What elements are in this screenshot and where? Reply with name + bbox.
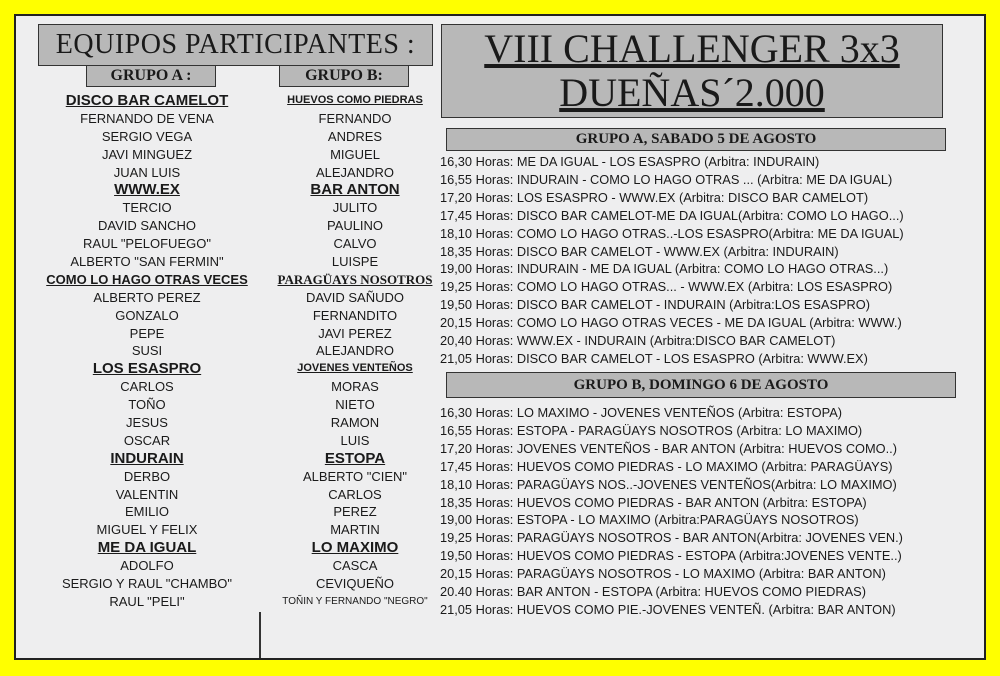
game-row: 18,10 Horas: PARAGÜAYS NOS..-JOVENES VENTEÑOS(Arbitra: LO MAXIMO)	[440, 476, 897, 492]
game-row: 21,05 Horas: DISCO BAR CAMELOT - LOS ESASPRO (Arbitra: WWW.EX)	[440, 350, 868, 366]
player-name: TERCIO	[122, 200, 172, 216]
player-name: DAVID SANCHO	[98, 218, 196, 234]
game-row: 19,25 Horas: COMO LO HAGO OTRAS... - WWW.EX (Arbitra: LOS ESASPRO)	[440, 279, 893, 295]
player-name: DAVID SAÑUDO	[306, 289, 404, 305]
tournament-sheet	[14, 14, 986, 660]
player-name: RAMON	[330, 415, 380, 431]
game-row: 18,35 Horas: DISCO BAR CAMELOT - WWW.EX (Arbitra: INDURAIN)	[440, 243, 839, 259]
player-name: VALENTIN	[115, 486, 179, 502]
player-name: ALBERTO PEREZ	[93, 289, 201, 305]
player-name: PEREZ	[333, 504, 377, 520]
team-name: LOS ESASPRO	[92, 360, 202, 378]
player-name: GONZALO	[115, 307, 179, 323]
game-row: 19,00 Horas: ESTOPA - LO MAXIMO (Arbitra:PARAGÜAYS NOSOTROS)	[440, 512, 859, 528]
player-name: JAVI PEREZ	[318, 325, 392, 341]
game-row: 16,30 Horas: ME DA IGUAL - LOS ESASPRO (Arbitra: INDURAIN)	[440, 154, 820, 169]
player-name: JESUS	[126, 415, 168, 431]
player-name: TOÑO	[128, 397, 166, 413]
team-name: BAR ANTON	[310, 181, 400, 199]
player-name: RAUL "PELI"	[109, 593, 185, 609]
game-row: 21,05 Horas: HUEVOS COMO PIE.-JOVENES VENTEÑ. (Arbitra: BAR ANTON)	[440, 601, 896, 617]
team-name: WWW.EX	[114, 181, 180, 199]
game-row: 20.40 Horas: BAR ANTON - ESTOPA (Arbitra: HUEVOS COMO PIEDRAS)	[440, 584, 866, 600]
team-name: INDURAIN	[110, 449, 184, 467]
game-row: 19,50 Horas: HUEVOS COMO PIEDRAS - ESTOPA (Arbitra:JOVENES VENTE..)	[440, 548, 902, 564]
game-row: 18,10 Horas: COMO LO HAGO OTRAS..-LOS ESASPRO(Arbitra: ME DA IGUAL)	[440, 225, 904, 241]
event-title-line1: VIII CHALLENGER 3x3	[484, 26, 900, 71]
schedule-b-title: GRUPO B, DOMINGO 6 DE AGOSTO	[446, 372, 956, 398]
player-name: MIGUEL Y FELIX	[96, 522, 198, 538]
player-name: OSCAR	[123, 432, 171, 448]
game-row: 18,35 Horas: HUEVOS COMO PIEDRAS - BAR ANTON (Arbitra: ESTOPA)	[440, 494, 867, 510]
team-name: HUEVOS COMO PIEDRAS	[287, 94, 423, 106]
player-name: MORAS	[331, 379, 379, 395]
player-name: LUIS	[340, 432, 370, 448]
game-row: 17,20 Horas: JOVENES VENTEÑOS - BAR ANTON (Arbitra: HUEVOS COMO..)	[440, 440, 898, 456]
player-name: EMILIO	[124, 504, 170, 520]
player-name: JAVI MINGUEZ	[101, 146, 193, 162]
player-name: RAUL "PELOFUEGO"	[83, 236, 211, 252]
player-name: FERNANDO DE VENA	[80, 110, 214, 126]
team-name: ME DA IGUAL	[97, 539, 197, 557]
team-name: COMO LO HAGO OTRAS VECES	[46, 271, 248, 287]
player-name: ALBERTO "CIEN"	[302, 468, 408, 484]
game-row: 17,45 Horas: HUEVOS COMO PIEDRAS - LO MAXIMO (Arbitra: PARAGÜAYS)	[440, 458, 893, 474]
player-name: ALEJANDRO	[315, 164, 395, 180]
game-row: 20,15 Horas: PARAGÜAYS NOSOTROS - LO MAXIMO (Arbitra: BAR ANTON)	[440, 566, 886, 582]
player-name: DERBO	[123, 468, 171, 484]
player-name: PAULINO	[326, 218, 384, 234]
player-name: FERNANDITO	[312, 307, 398, 323]
team-name: LO MAXIMO	[311, 539, 399, 557]
game-row: 19,25 Horas: PARAGÜAYS NOSOTROS - BAR ANTON(Arbitra: JOVENES VEN.)	[440, 530, 903, 546]
event-title-box	[441, 24, 943, 118]
player-name: JULITO	[332, 200, 378, 216]
player-name: CALVO	[333, 236, 377, 252]
column-divider	[259, 612, 261, 658]
player-name: ADOLFO	[120, 558, 174, 574]
game-row: 16,55 Horas: INDURAIN - COMO LO HAGO OTRAS ... (Arbitra: ME DA IGUAL)	[440, 171, 893, 187]
player-name: CASCA	[332, 558, 378, 574]
team-name: ESTOPA	[324, 449, 386, 467]
player-name: CARLOS	[328, 486, 382, 502]
player-name: TOÑIN Y FERNANDO "NEGRO"	[282, 595, 428, 607]
group-a-label: GRUPO A :	[86, 65, 216, 87]
game-row: 16,30 Horas: LO MAXIMO - JOVENES VENTEÑOS (Arbitra: ESTOPA)	[440, 405, 843, 420]
player-name: FERNANDO	[318, 110, 392, 126]
player-name: SERGIO VEGA	[101, 128, 193, 144]
team-name: DISCO BAR CAMELOT	[65, 92, 229, 109]
player-name: CARLOS	[120, 379, 174, 395]
game-row: 19,00 Horas: INDURAIN - ME DA IGUAL (Arbitra: COMO LO HAGO OTRAS...)	[440, 261, 889, 277]
game-row: 20,40 Horas: WWW.EX - INDURAIN (Arbitra:DISCO BAR CAMELOT)	[440, 333, 836, 349]
player-name: SUSI	[131, 343, 163, 359]
game-row: 20,15 Horas: COMO LO HAGO OTRAS VECES - ME DA IGUAL (Arbitra: WWW.)	[440, 315, 902, 331]
event-title-line2: DUEÑAS´2.000	[559, 70, 825, 115]
player-name: ALBERTO "SAN FERMIN"	[70, 254, 224, 270]
schedule-a-title: GRUPO A, SABADO 5 DE AGOSTO	[446, 128, 946, 151]
player-name: LUISPE	[331, 254, 379, 270]
team-name: PARAGÜAYS NOSOTROS	[277, 271, 433, 287]
player-name: CEVIQUEÑO	[315, 576, 394, 592]
game-row: 17,20 Horas: LOS ESASPRO - WWW.EX (Arbitra: DISCO BAR CAMELOT)	[440, 189, 869, 205]
player-name: MIGUEL	[330, 146, 380, 162]
schedule-a-list	[440, 153, 904, 368]
player-name: ANDRES	[327, 128, 383, 144]
player-name: SERGIO Y RAUL "CHAMBO"	[61, 576, 233, 592]
group-a-teams	[34, 92, 260, 611]
schedule-b-list	[440, 404, 903, 619]
game-row: 17,45 Horas: DISCO BAR CAMELOT-ME DA IGUAL(Arbitra: COMO LO HAGO...)	[440, 207, 904, 223]
group-b-teams	[262, 92, 448, 611]
player-name: JUAN LUIS	[113, 164, 181, 180]
player-name: PEPE	[129, 325, 165, 341]
team-name: JOVENES VENTEÑOS	[297, 362, 413, 375]
player-name: ALEJANDRO	[315, 343, 395, 359]
player-name: MARTIN	[330, 522, 380, 538]
game-row: 19,50 Horas: DISCO BAR CAMELOT - INDURAIN (Arbitra:LOS ESASPRO)	[440, 297, 870, 313]
participants-title: EQUIPOS PARTICIPANTES :	[38, 24, 433, 66]
group-b-label: GRUPO B:	[279, 65, 409, 87]
player-name: NIETO	[335, 397, 375, 413]
game-row: 16,55 Horas: ESTOPA - PARAGÜAYS NOSOTROS (Arbitra: LO MAXIMO)	[440, 422, 863, 438]
